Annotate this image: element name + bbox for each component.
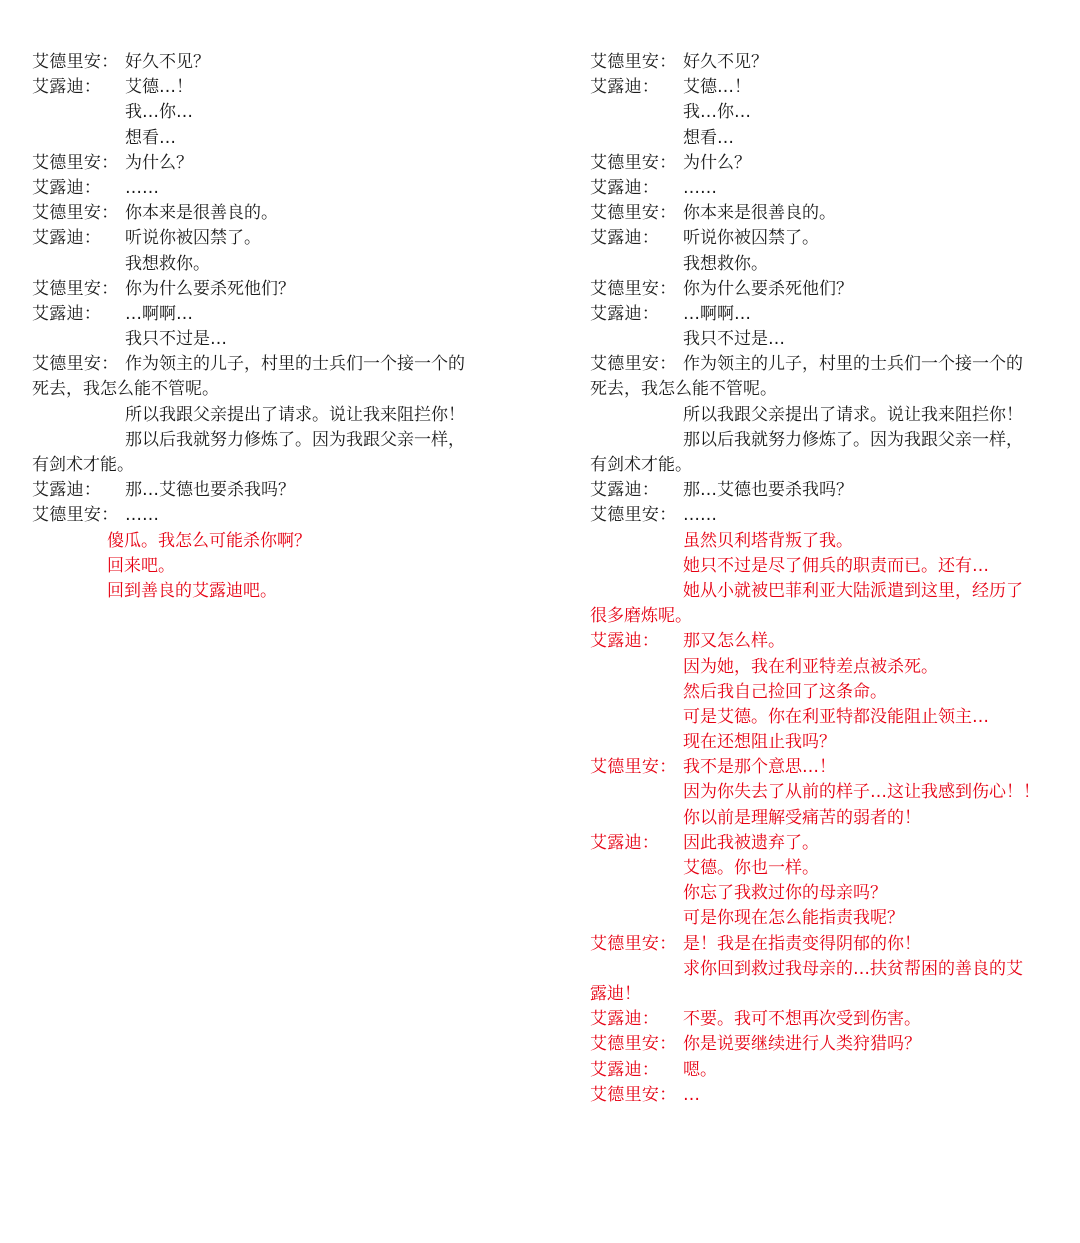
speaker-name — [590, 126, 683, 151]
speaker-name: 艾德里安： — [590, 757, 677, 778]
dialogue-line — [590, 881, 1060, 906]
dialogue-text: 然后我自己捡回了这条命。 — [683, 681, 887, 702]
dialogue-text: …… — [125, 505, 159, 526]
script-column-right — [590, 50, 1060, 1108]
dialogue-text: 你本来是很善良的。 — [125, 203, 278, 224]
dialogue-text: 为什么？ — [125, 152, 193, 173]
speaker-name: 艾露迪： — [590, 303, 660, 324]
dialogue-text: 现在还想阻止我吗？ — [683, 732, 836, 753]
dialogue-line — [32, 50, 502, 75]
speaker-name — [590, 529, 683, 554]
dialogue-text: 因此我被遗弃了。 — [683, 832, 819, 853]
dialogue-text: 听说你被囚禁了。 — [683, 228, 819, 249]
dialogue-line — [32, 100, 502, 125]
dialogue-text: 傻瓜。我怎么可能杀你啊？ — [107, 530, 311, 551]
speaker-name: 艾德里安： — [590, 1084, 677, 1105]
speaker-name: 艾露迪： — [590, 832, 660, 853]
dialogue-line — [32, 503, 502, 528]
dialogue-text: 你为什么要杀死他们？ — [683, 278, 853, 299]
speaker-name — [590, 680, 683, 705]
speaker-name: 艾德里安： — [32, 203, 119, 224]
dialogue-text: 有剑术才能。 — [590, 455, 692, 475]
speaker-name: 艾德里安： — [32, 354, 119, 375]
speaker-name — [590, 780, 683, 805]
dialogue-text: 嗯。 — [683, 1059, 717, 1080]
dialogue-line — [590, 100, 1060, 125]
dialogue-line — [590, 554, 1060, 579]
dialogue-text: 所以我跟父亲提出了请求。说让我来阻拦你！ — [683, 404, 1023, 425]
speaker-name: 艾德里安： — [32, 52, 119, 72]
dialogue-line — [32, 302, 502, 327]
speaker-name — [590, 327, 683, 352]
dialogue-text: 你忘了我救过你的母亲吗？ — [683, 883, 887, 904]
dialogue-line — [590, 730, 1060, 755]
speaker-name: 艾德里安： — [590, 52, 677, 72]
dialogue-text: 回来吧。 — [107, 555, 175, 576]
dialogue-line — [590, 176, 1060, 201]
dialogue-line — [590, 302, 1060, 327]
dialogue-line — [590, 75, 1060, 100]
dialogue-text: 艾德…！ — [683, 77, 751, 98]
dialogue-line — [32, 579, 502, 604]
dialogue-text: 那以后我就努力修炼了。因为我跟父亲一样， — [125, 429, 465, 450]
dialogue-line — [590, 503, 1060, 528]
dialogue-text: 那又怎么样。 — [683, 631, 785, 652]
dialogue-line — [590, 932, 1060, 957]
dialogue-text: 我不是那个意思…！ — [683, 757, 836, 778]
dialogue-line — [590, 906, 1060, 931]
dialogue-line — [590, 1007, 1060, 1032]
dialogue-line — [590, 403, 1060, 428]
speaker-name: 艾德里安： — [590, 203, 677, 224]
speaker-name — [590, 730, 683, 755]
dialogue-text: 回到善良的艾露迪吧。 — [107, 580, 277, 601]
dialogue-text: 那…艾德也要杀我吗？ — [683, 480, 853, 501]
dialogue-text: 想看… — [683, 127, 734, 148]
speaker-name: 艾德里安： — [590, 505, 677, 526]
dialogue-line — [590, 1083, 1060, 1108]
dialogue-line — [590, 151, 1060, 176]
dialogue-line — [32, 176, 502, 201]
speaker-name: 艾德里安： — [590, 354, 677, 375]
dialogue-line — [590, 277, 1060, 302]
speaker-name — [590, 906, 683, 931]
dialogue-line — [32, 75, 502, 100]
speaker-name — [590, 957, 683, 982]
dialogue-line — [590, 705, 1060, 730]
speaker-name: 艾露迪： — [32, 303, 102, 324]
dialogue-line — [590, 50, 1060, 75]
speaker-name — [32, 403, 125, 428]
dialogue-line — [32, 151, 502, 176]
dialogue-text: 艾德…！ — [125, 77, 193, 98]
speaker-name: 艾德里安： — [32, 505, 119, 526]
dialogue-text: 可是你现在怎么能指责我呢？ — [683, 908, 904, 929]
dialogue-text: 你是说要继续进行人类狩猎吗？ — [683, 1034, 921, 1055]
speaker-name — [32, 252, 125, 277]
dialogue-text: 虽然贝利塔背叛了我。 — [683, 530, 853, 551]
dialogue-line — [590, 428, 1060, 453]
speaker-name — [32, 428, 125, 453]
dialogue-line — [590, 680, 1060, 705]
dialogue-line — [32, 201, 502, 226]
dialogue-line — [32, 403, 502, 428]
dialogue-text: …… — [125, 177, 159, 198]
speaker-name: 艾露迪： — [32, 480, 102, 501]
dialogue-text: 有剑术才能。 — [32, 455, 134, 475]
dialogue-line — [590, 201, 1060, 226]
dialogue-line — [590, 226, 1060, 251]
speaker-name — [590, 881, 683, 906]
dialogue-line — [32, 453, 502, 478]
dialogue-line — [590, 629, 1060, 654]
speaker-name — [32, 100, 125, 125]
speaker-name: 艾德里安： — [590, 152, 677, 173]
dialogue-text: 死去，我怎么能不管呢。 — [32, 379, 219, 400]
dialogue-line — [32, 252, 502, 277]
dialogue-text: 为什么？ — [683, 152, 751, 173]
dialogue-text: 是！我是在指责变得阴郁的你！ — [683, 933, 921, 954]
dialogue-text: 我只不过是… — [683, 329, 785, 350]
dialogue-text: …… — [683, 177, 717, 198]
dialogue-line — [590, 352, 1060, 377]
dialogue-text: 死去，我怎么能不管呢。 — [590, 379, 777, 400]
dialogue-text: 不要。我可不想再次受到伤害。 — [683, 1009, 921, 1030]
speaker-name — [590, 428, 683, 453]
speaker-name — [590, 856, 683, 881]
dialogue-line — [590, 1058, 1060, 1083]
dialogue-line — [590, 655, 1060, 680]
dialogue-line — [590, 529, 1060, 554]
dialogue-text: 可是艾德。你在利亚特都没能阻止领主… — [683, 706, 989, 727]
speaker-name: 艾德里安： — [32, 278, 119, 299]
dialogue-line — [32, 277, 502, 302]
dialogue-text: 想看… — [125, 127, 176, 148]
dialogue-line — [590, 478, 1060, 503]
speaker-name: 艾露迪： — [32, 228, 102, 249]
dialogue-line — [32, 478, 502, 503]
speaker-name: 艾露迪： — [590, 228, 660, 249]
dialogue-text: 好久不见？ — [683, 52, 768, 72]
dialogue-line — [590, 982, 1060, 1007]
dialogue-line — [590, 453, 1060, 478]
speaker-name: 艾德里安： — [590, 278, 677, 299]
dialogue-line — [32, 428, 502, 453]
dialogue-text: 我只不过是… — [125, 329, 227, 350]
dialogue-line — [590, 126, 1060, 151]
dialogue-text: 因为她，我在利亚特差点被杀死。 — [683, 656, 938, 677]
speaker-name — [32, 327, 125, 352]
dialogue-line — [590, 327, 1060, 352]
speaker-name — [590, 403, 683, 428]
dialogue-line — [32, 554, 502, 579]
dialogue-text: 我…你… — [683, 102, 751, 123]
dialogue-text: 所以我跟父亲提出了请求。说让我来阻拦你！ — [125, 404, 465, 425]
speaker-name — [590, 554, 683, 579]
dialogue-line — [590, 252, 1060, 277]
dialogue-line — [590, 755, 1060, 780]
dialogue-text: 露迪！ — [590, 983, 641, 1004]
dialogue-text: 艾德。你也一样。 — [683, 858, 819, 878]
speaker-name — [590, 252, 683, 277]
speaker-name: 艾露迪： — [32, 177, 102, 198]
dialogue-text: 作为领主的儿子，村里的士兵们一个接一个的 — [125, 354, 465, 375]
dialogue-line — [32, 377, 502, 402]
dialogue-text: 那…艾德也要杀我吗？ — [125, 480, 295, 501]
dialogue-line — [590, 1032, 1060, 1057]
dialogue-line — [32, 226, 502, 251]
speaker-name — [590, 100, 683, 125]
dialogue-text: 因为你失去了从前的样子…这让我感到伤心！！ — [683, 782, 1040, 803]
dialogue-line — [590, 957, 1060, 982]
dialogue-text: 我想救你。 — [683, 253, 768, 274]
dialogue-text: 你为什么要杀死他们？ — [125, 278, 295, 299]
dialogue-text: 我…你… — [125, 102, 193, 123]
dialogue-line — [590, 377, 1060, 402]
speaker-name: 艾德里安： — [590, 933, 677, 954]
dialogue-text: … — [683, 1084, 700, 1105]
dialogue-text: 听说你被囚禁了。 — [125, 228, 261, 249]
dialogue-line — [590, 806, 1060, 831]
dialogue-text: 我想救你。 — [125, 253, 210, 274]
dialogue-line — [590, 780, 1060, 805]
speaker-name: 艾德里安： — [590, 1034, 677, 1055]
speaker-name — [590, 806, 683, 831]
dialogue-text: 求你回到救过我母亲的…扶贫帮困的善良的艾 — [683, 958, 1023, 979]
dialogue-text: 你以前是理解受痛苦的弱者的！ — [683, 807, 921, 828]
speaker-name: 艾露迪： — [590, 1059, 660, 1080]
dialogue-line — [590, 831, 1060, 856]
speaker-name — [590, 705, 683, 730]
dialogue-text: 作为领主的儿子，村里的士兵们一个接一个的 — [683, 354, 1023, 375]
speaker-name: 艾德里安： — [32, 152, 119, 173]
speaker-name — [590, 655, 683, 680]
script-column-left — [32, 50, 502, 604]
dialogue-text: 你本来是很善良的。 — [683, 203, 836, 224]
dialogue-line — [32, 352, 502, 377]
dialogue-line — [32, 126, 502, 151]
dialogue-text: …… — [683, 505, 717, 526]
dialogue-text: 她从小就被巴菲利亚大陆派遣到这里，经历了 — [683, 580, 1023, 601]
dialogue-text: 她只不过是尽了佣兵的职责而已。还有… — [683, 555, 989, 576]
dialogue-text: …啊啊… — [683, 303, 751, 324]
speaker-name: 艾露迪： — [32, 77, 102, 98]
dialogue-line — [590, 856, 1060, 881]
speaker-name: 艾露迪： — [590, 1009, 660, 1030]
speaker-name — [32, 126, 125, 151]
speaker-name: 艾露迪： — [590, 177, 660, 198]
dialogue-line — [32, 327, 502, 352]
speaker-name — [590, 579, 683, 604]
dialogue-text: 很多磨炼呢。 — [590, 606, 692, 627]
dialogue-line — [590, 604, 1060, 629]
dialogue-text: 好久不见？ — [125, 52, 210, 72]
speaker-name: 艾露迪： — [590, 480, 660, 501]
dialogue-text: …啊啊… — [125, 303, 193, 324]
dialogue-line — [590, 579, 1060, 604]
speaker-name: 艾露迪： — [590, 631, 660, 652]
dialogue-line — [32, 529, 502, 554]
dialogue-text: 那以后我就努力修炼了。因为我跟父亲一样， — [683, 429, 1023, 450]
speaker-name: 艾露迪： — [590, 77, 660, 98]
